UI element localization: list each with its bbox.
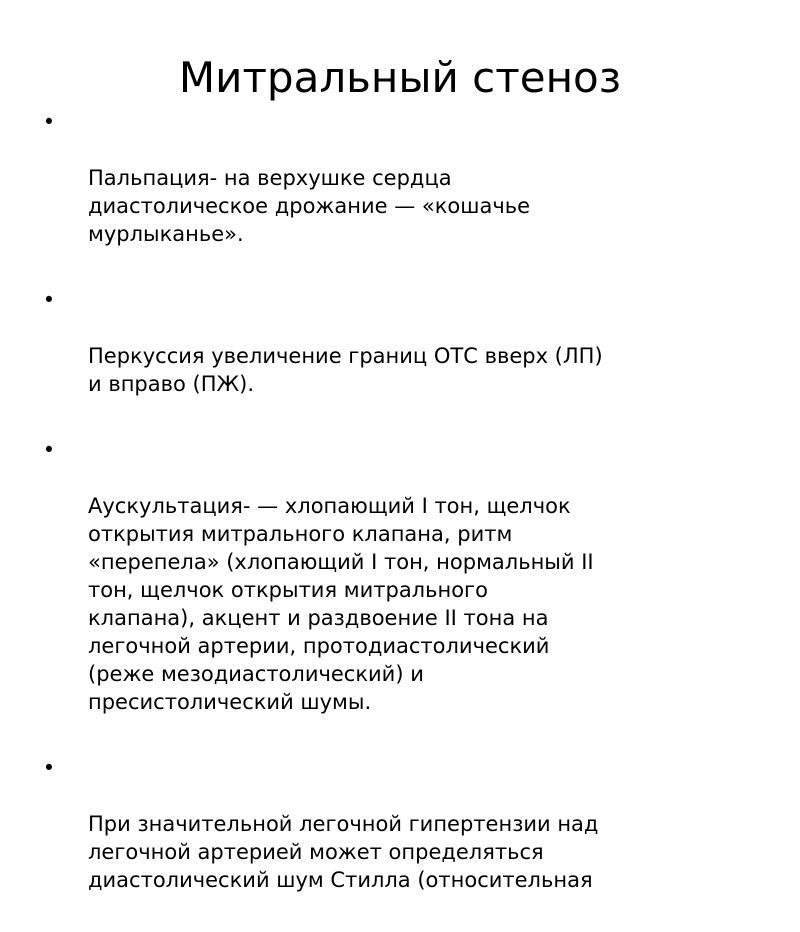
bullet-dot-icon: • [42,110,56,134]
bullet-dot-icon: • [42,756,56,780]
bullet-text: При значительной легочной гипертензии над легочной артерией может определяться диастолический шум Стилла (относительная [88,812,599,892]
bullet-text: Пальпация- на верхушке сердца диастолическое дрожание — «кошачье мурлыканье». [88,166,531,246]
bullet-text: Перкуссия увеличение границ ОТС вверх (ЛП) и вправо (ПЖ). [88,344,603,396]
bullet-dot-icon: • [42,288,56,312]
slide-title: Митральный стеноз [178,53,622,102]
bullet-item-pulmonary-hypertension [42,754,753,922]
bullet-item-auscultation [42,436,753,744]
bullet-list [42,108,753,932]
bullet-item-palpation [42,108,753,276]
bullet-text: Аускультация- — хлопающий I тон, щелчок открытия митрального клапана, ритм «перепела» (хлопающий I тон, нормальный II тон, щелчок открытия митрального клапана), акцент и раздвоение II тона на легочной артерии, протодиастолический (реже мезодиастолический) и пресистолический шумы. [88,494,594,714]
bullet-dot-icon: • [42,438,56,462]
bullet-item-percussion [42,286,753,426]
